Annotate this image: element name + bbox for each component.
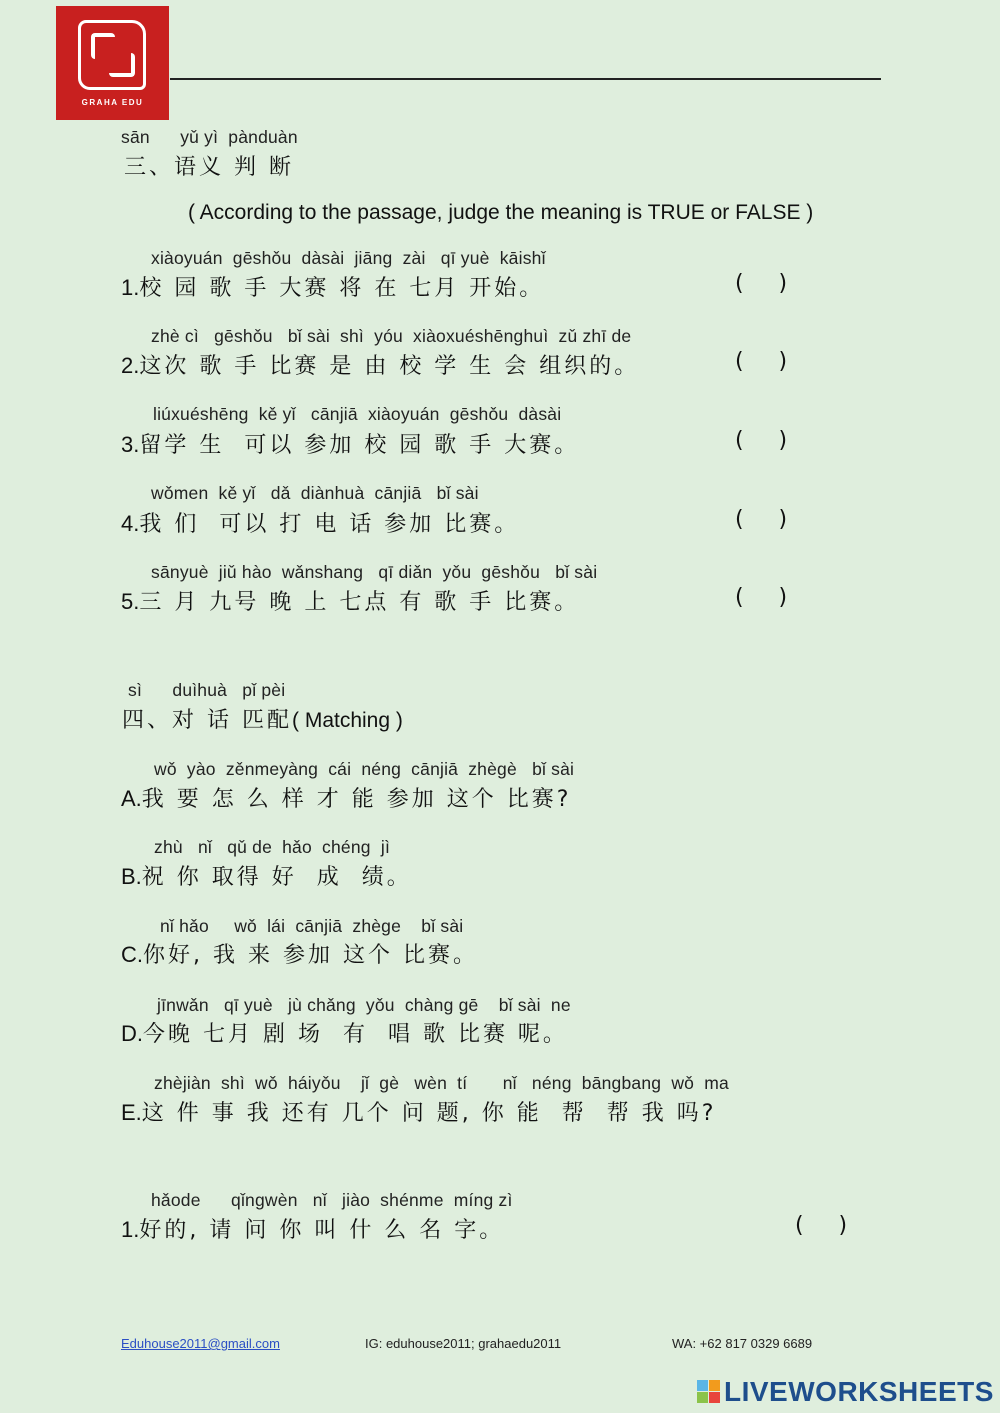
tf-item-text: 这次 歌 手 比赛 是 由 校 学 生 会 组织的。 <box>139 354 640 379</box>
section4-title <box>122 703 403 734</box>
option-pinyin: nǐ hǎo wǒ lái cānjiā zhège bǐ sài <box>160 916 464 936</box>
tf-answer-blank[interactable]: ( ) <box>735 428 788 453</box>
tf-item-number: 3. <box>121 432 140 457</box>
option-pinyin: jīnwǎn qī yuè jù chǎng yǒu chàng gē bǐ sài ne <box>157 995 571 1015</box>
tf-item-sentence <box>121 585 579 616</box>
option-pinyin: wǒ yào zěnmeyàng cái néng cānjiā zhègè bǐ sài <box>154 759 575 779</box>
tf-item-pinyin: zhè cì gēshǒu bǐ sài shì yóu xiàoxuéshēnghuì zǔ zhī de <box>151 326 632 346</box>
section4-pinyin: sì duìhuà pǐ pèi <box>128 680 286 700</box>
seal-icon <box>78 20 146 90</box>
question-sentence <box>121 1213 504 1244</box>
option-sentence <box>121 782 571 813</box>
option-text: 今晚 七月 剧 场 有 唱 歌 比赛 呢。 <box>143 1022 568 1047</box>
section3-pinyin: sān yǔ yì pànduàn <box>121 127 298 147</box>
option-letter: D. <box>121 1021 143 1046</box>
logo-brand-text: GRAHA EDU <box>81 98 144 107</box>
option-pinyin: zhèjiàn shì wǒ háiyǒu jǐ gè wèn tí nǐ néng bāngbang wǒ ma <box>154 1073 729 1093</box>
tf-item-sentence <box>121 507 519 538</box>
tf-item-number: 5. <box>121 589 140 614</box>
tf-answer-blank[interactable]: ( ) <box>735 585 788 610</box>
question-text: 好的, 请 问 你 叫 什 么 名 字。 <box>139 1218 505 1243</box>
option-text: 我 要 怎 么 样 才 能 参加 这个 比赛? <box>141 787 572 812</box>
section4-title-en: ( Matching ) <box>292 709 403 732</box>
tf-answer-blank[interactable]: ( ) <box>735 271 788 296</box>
footer-whatsapp: WA: +62 817 0329 6689 <box>672 1336 813 1351</box>
section4-title-cn: 四、对 话 匹配 <box>122 708 292 733</box>
tf-item-sentence <box>121 428 579 459</box>
option-letter: B. <box>121 864 142 889</box>
question-pinyin: hǎode qǐngwèn nǐ jiào shénme míng zì <box>151 1190 513 1210</box>
option-sentence <box>121 938 478 969</box>
graha-edu-logo <box>56 6 169 120</box>
tf-item-sentence <box>121 271 544 302</box>
option-text: 你好, 我 来 参加 这个 比赛。 <box>143 943 478 968</box>
tf-item-number: 1. <box>121 275 140 300</box>
option-sentence <box>121 1017 568 1048</box>
option-text: 这 件 事 我 还有 几个 问 题, 你 能 帮 帮 我 吗? <box>141 1101 717 1126</box>
tf-answer-blank[interactable]: ( ) <box>735 507 788 532</box>
tf-item-pinyin: wǒmen kě yǐ dǎ diànhuà cānjiā bǐ sài <box>151 483 479 503</box>
option-letter: A. <box>121 786 142 811</box>
option-text: 祝 你 取得 好 成 绩。 <box>141 865 412 890</box>
tf-answer-blank[interactable]: ( ) <box>735 349 788 374</box>
option-letter: E. <box>121 1100 142 1125</box>
option-sentence <box>121 860 412 891</box>
option-letter: C. <box>121 942 143 967</box>
tf-item-pinyin: sānyuè jiǔ hào wǎnshang qī diǎn yǒu gēshǒu bǐ sài <box>151 562 598 582</box>
section3-instruction: ( According to the passage, judge the meaning is TRUE or FALSE ) <box>188 201 814 224</box>
tf-item-sentence <box>121 349 639 380</box>
liveworksheets-logo-icon <box>697 1380 721 1404</box>
tf-item-text: 我 们 可以 打 电 话 参加 比赛。 <box>139 512 520 537</box>
tf-item-number: 2. <box>121 353 140 378</box>
tf-item-pinyin: xiàoyuán gēshǒu dàsài jiāng zài qī yuè kāishǐ <box>151 248 546 268</box>
option-sentence <box>121 1096 716 1127</box>
section3-title: 三、语义 判 断 <box>124 155 294 180</box>
liveworksheets-wordmark: LIVEWORKSHEETS <box>724 1376 994 1407</box>
tf-item-text: 三 月 九号 晚 上 七点 有 歌 手 比赛。 <box>139 590 580 615</box>
tf-item-text: 留学 生 可以 参加 校 园 歌 手 大赛。 <box>139 433 580 458</box>
header-rule <box>170 78 881 80</box>
question-number: 1. <box>121 1217 140 1242</box>
match-answer-blank[interactable]: ( ) <box>795 1213 848 1238</box>
option-pinyin: zhù nǐ qǔ de hǎo chéng jì <box>154 837 391 857</box>
tf-item-number: 4. <box>121 511 140 536</box>
footer-instagram: IG: eduhouse2011; grahaedu2011 <box>365 1336 562 1351</box>
tf-item-text: 校 园 歌 手 大赛 将 在 七月 开始。 <box>139 276 545 301</box>
tf-item-pinyin: liúxuéshēng kě yǐ cānjiā xiàoyuán gēshǒu dàsài <box>153 404 562 424</box>
footer-email-link[interactable]: Eduhouse2011@gmail.com <box>121 1336 280 1351</box>
